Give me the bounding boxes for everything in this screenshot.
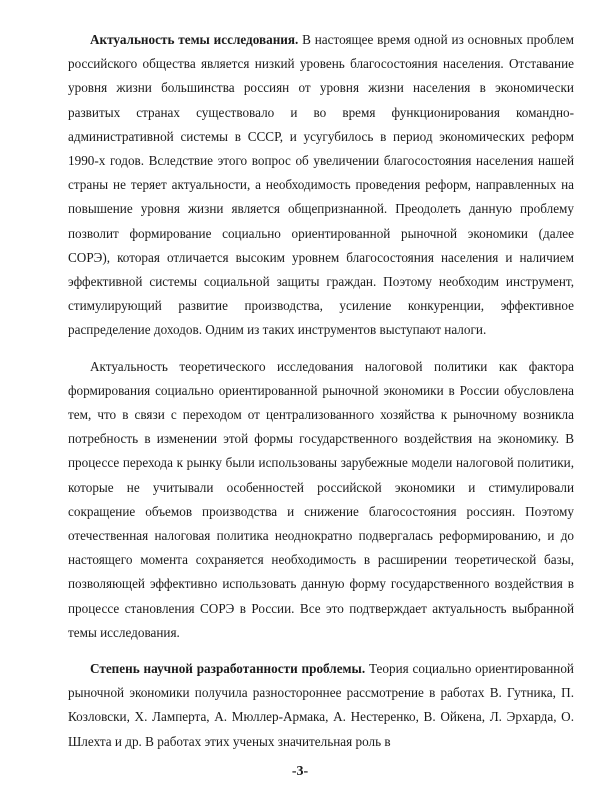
paragraph-relevance <box>68 28 574 343</box>
paragraph-lead-heading: Актуальность темы исследования. <box>90 32 299 47</box>
paragraph-degree-of-study <box>68 657 574 754</box>
paragraph-lead-heading: Степень научной разработанности проблемы. <box>90 661 366 677</box>
paragraph-text: Теория социально ориентированной рыночной экономики получила разностороннее рассмотрение в работах В. Гутника, П. Козловски, Х. Ламперта, А. Мюллер-Армака, А. Нестеренко, В. Ойкена, Л. Эрхарда, О. Шлехта и др. В работах этих ученых значительная роль в <box>68 661 574 749</box>
paragraph-text: В настоящее время одной из основных проблем российского общества является низкий уровень благосостояния населения. Отставание уровня жизни большинства россиян от уровня жизни населения в экономически развитых странах существовало и во время функционирования командно-административной системы в СССР, и усугубилось в период экономических реформ 1990-х годов. Вследствие этого вопрос об увеличении благосостояния населения нашей страны не теряет актуальности, а необходимость проведения реформ, направленных на повышение уровня жизни является общепризнанной. Преодолеть данную проблему позволит формирование социально ориентированной рыночной экономики (далее СОРЭ), которая отличается высоким уровнем благосостояния населения и наличием эффективной системы социальной защиты граждан. Поэтому необходим инструмент, стимулирующий развитие производства, усиление конкуренции, эффективное распределение доходов. Одним из таких инструментов выступают налоги. <box>68 32 574 338</box>
paragraph-theoretical-relevance <box>68 355 574 645</box>
page-number: -3- <box>291 764 309 779</box>
paragraph-text: Актуальность теоретического исследования налоговой политики как фактора формирования социально ориентированной рыночной экономики в России обусловлена тем, что в связи с переходом от централизованного хозяйства к рыночному возникла потребность в изменении этой формы государственного воздействия на экономику. В процессе перехода к рынку были использованы зарубежные модели налоговой политики, которые не учитывали особенностей российской экономики и стимулировали сокращение объемов производства и снижение благосостояния россиян. Поэтому отечественная налоговая политика неоднократно подвергалась реформированию, и до настоящего момента сохраняется необходимость в расширении теоретической базы, позволяющей эффективно использовать данную форму государственного воздействия в процессе становления СОРЭ в России. Все это подтверждает актуальность выбранной темы исследования. <box>68 358 574 640</box>
document-body <box>68 28 574 766</box>
